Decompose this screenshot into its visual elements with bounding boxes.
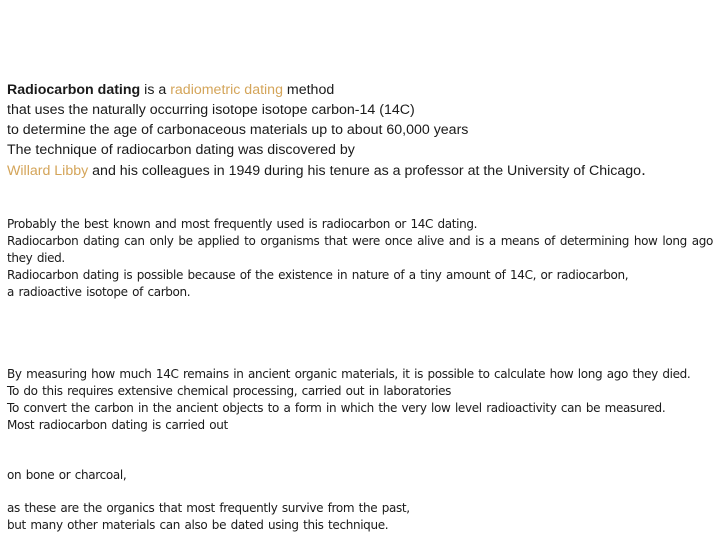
- para5-line-1: as these are the organics that most frequently survive from the past,: [7, 501, 410, 515]
- para2-line-2: Radiocarbon dating can only be applied to organisms that were once alive and is a means of determining how long ago they died.: [7, 234, 713, 265]
- intro-text-b: method: [282, 82, 335, 98]
- intro-line-5: [7, 160, 713, 181]
- paragraph-bone-charcoal: [7, 467, 713, 484]
- intro-line-1: [7, 80, 713, 100]
- intro-line-3: to determine the age of carbonaceous materials up to about 60,000 years: [7, 122, 469, 138]
- para4-line-1: on bone or charcoal,: [7, 468, 127, 482]
- para3-line-2: To do this requires extensive chemical processing, carried out in laboratories: [7, 384, 452, 398]
- paragraph-other-materials: [7, 500, 713, 534]
- paragraph-radiocarbon-basics: [7, 216, 713, 301]
- para3-line-3: To convert the carbon in the ancient objects to a form in which the very low level radioactivity can be measured.: [7, 401, 666, 415]
- link-willard-libby[interactable]: Willard Libby: [7, 163, 89, 179]
- para2-line-1: Probably the best known and most frequently used is radiocarbon or 14C dating.: [7, 217, 478, 231]
- intro-line-2: that uses the naturally occurring isotope isotope carbon-14 (14C): [7, 102, 415, 118]
- intro-text-a: is a: [140, 82, 171, 98]
- para2-line-3: Radiocarbon dating is possible because of the existence in nature of a tiny amount of 14C, or radiocarbon,: [7, 268, 629, 282]
- para3-line-1: By measuring how much 14C remains in ancient organic materials, it is possible to calculate how long ago they died.: [7, 367, 691, 381]
- term-radiocarbon-dating: Radiocarbon dating: [7, 82, 141, 98]
- para5-line-2: but many other materials can also be dated using this technique.: [7, 518, 389, 532]
- intro-line-5-rest: and his colleagues in 1949 during his tenure as a professor at the University of Chicago: [88, 163, 642, 179]
- paragraph-measurement: [7, 366, 713, 434]
- para2-line-4: a radioactive isotope of carbon.: [7, 285, 191, 299]
- intro-line-4: The technique of radiocarbon dating was discovered by: [7, 142, 355, 158]
- intro-paragraph: [7, 80, 713, 181]
- link-radiometric-dating[interactable]: radiometric dating: [170, 82, 283, 98]
- intro-end-dot: .: [641, 160, 646, 179]
- para3-line-4: Most radiocarbon dating is carried out: [7, 418, 228, 432]
